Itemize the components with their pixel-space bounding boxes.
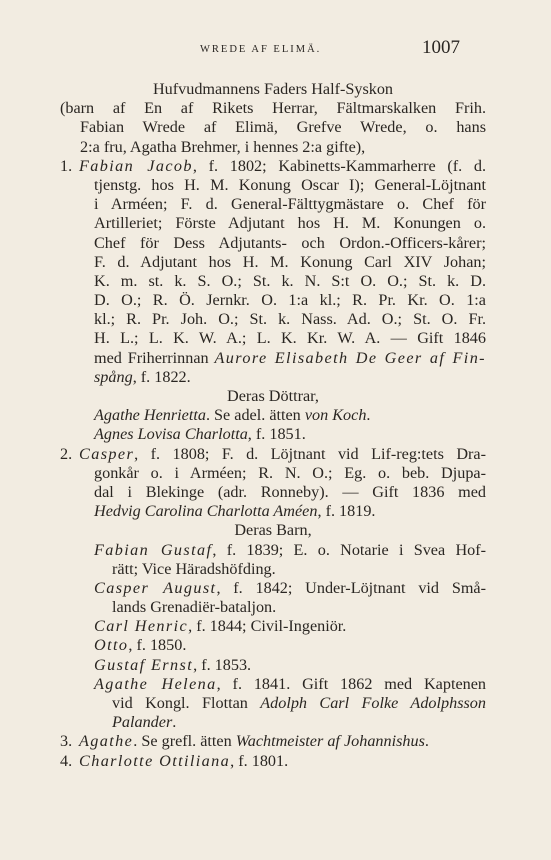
text-line: dal i Blekinge (adr. Ronneby). — Gift 1836 med (94, 482, 486, 501)
text-line (60, 406, 486, 425)
text-line: i Arméen; F. d. General-Fälttygmästare o. Chef för (94, 195, 486, 214)
name-text: Aurore Elisabeth De Geer af Fin- (214, 348, 486, 367)
name-text: Fabian Jacob (79, 156, 193, 175)
text-line (60, 675, 486, 694)
text-line (60, 445, 486, 464)
line-text: , f. 1850. (128, 636, 187, 655)
line-text: . (172, 713, 177, 732)
line-text: , f. 1801. (230, 751, 289, 770)
text-line: kl.; R. Pr. Joh. O.; St. k. Nass. Ad. O.; St. O. Fr. (94, 310, 486, 329)
text-line (60, 349, 486, 368)
name-text: Palander (112, 713, 173, 732)
line-text: , f. 1802; Kabinetts-Kammarherre (f. d. (192, 156, 486, 175)
line-text: . (424, 732, 429, 751)
line-text: , f. 1851. (247, 425, 306, 444)
text-line (60, 368, 486, 387)
line-text: , f. 1819. (317, 502, 376, 521)
text-line (60, 425, 486, 444)
name-text: Wachtmeister af Johannishus (235, 732, 425, 751)
running-head: WREDE AF ELIMÄ. (200, 44, 322, 55)
name-text: Agathe Henrietta (94, 406, 206, 425)
line-text: , f. 1839; E. o. Notarie i Svea Hof- (212, 540, 486, 559)
name-text: Gustaf Ernst (94, 655, 194, 674)
name-text: Agnes Lovisa Charlotta (94, 425, 248, 444)
text-line: Chef för Dess Adjutants- och Ordon.-Officers-kårer; (94, 233, 486, 252)
name-text: Casper August (94, 578, 217, 597)
text-line (60, 579, 486, 598)
name-text: Carl Henric (94, 617, 189, 636)
text-line: tjenstg. hos H. M. Konung Oscar I); General-Löjtnant (94, 175, 486, 194)
text-line: F. d. Adjutant hos H. M. Konung Carl XIV Johan; (94, 252, 486, 271)
entry-number: 1. (60, 156, 73, 175)
entry-number: 2. (60, 444, 73, 463)
text-line: Hufvudmannens Faders Half-Syskon (152, 80, 394, 98)
text-line: (barn af En af Rikets Herrar, Fältmarskalken Frih. (60, 99, 486, 118)
line-text: . Se adel. ätten (205, 406, 305, 425)
line-text: med Friherrinnan (94, 348, 215, 367)
name-text: spång (94, 367, 133, 386)
text-line: rätt; Vice Häradshöfding. (112, 559, 276, 578)
text-line: H. L.; L. K. W. A.; L. K. Kr. W. A. — Gift 1846 (94, 329, 486, 348)
text-line: D. O.; R. Ö. Jernkr. O. 1:a kl.; R. Pr. Kr. O. 1:a (94, 291, 486, 310)
text-line: 2:a fru, Agatha Brehmer, i hennes 2:a gifte), (80, 137, 366, 156)
text-line: lands Grenadiër-bataljon. (112, 598, 277, 617)
text-line (60, 636, 486, 655)
text-line (60, 502, 486, 521)
line-text: , f. 1822. (132, 367, 191, 386)
text-line: K. m. st. k. S. O.; St. k. N. S:t O. O.; St. k. D. (94, 271, 486, 290)
name-text: Hedvig Carolina Charlotta Améen (94, 502, 318, 521)
text-line (60, 713, 486, 732)
page-number: 1007 (422, 37, 460, 58)
name-text: Agathe Helena (94, 674, 217, 693)
text-line: Artilleriet; Förste Adjutant hos H. M. Konungen o. (94, 214, 486, 233)
text-line: Deras Barn, (234, 521, 312, 540)
text-line (60, 157, 486, 176)
text-line (60, 656, 486, 675)
name-text: Otto (94, 636, 129, 655)
text-line: Deras Döttrar, (227, 387, 319, 405)
line-text: . (366, 406, 371, 425)
line-text: . Se grefl. ätten (133, 732, 236, 751)
line-text: , f. 1844; Civil-Ingeniör. (188, 617, 347, 636)
line-text: , f. 1808; F. d. Löjtnant vid Lif-reg:tets Dra- (134, 444, 486, 463)
name-text: von Koch (304, 406, 367, 425)
text-line (60, 752, 486, 771)
genealogy-text (60, 80, 486, 771)
line-text: , f. 1842; Under-Löjtnant vid Små- (216, 578, 486, 597)
entry-number: 4. (60, 751, 73, 770)
line-text: , f. 1853. (193, 655, 252, 674)
name-text: Adolph Carl Folke Adolphsson (260, 694, 486, 712)
page-header (0, 36, 551, 60)
name-text: Charlotte Ottiliana (79, 751, 231, 770)
text-line: Fabian Wrede af Elimä, Grefve Wrede, o. hans (80, 118, 486, 137)
line-text: , f. 1841. Gift 1862 med Kaptenen (216, 674, 486, 693)
name-text: Fabian Gustaf (94, 540, 213, 559)
text-line: gonkår o. i Arméen; R. N. O.; Eg. o. beb. Djupa- (94, 463, 486, 482)
entry-number: 3. (60, 732, 73, 751)
line-text: vid Kongl. Flottan (112, 694, 261, 712)
text-line (60, 541, 486, 560)
text-line (60, 617, 486, 636)
name-text: Agathe (79, 732, 134, 751)
text-line (60, 694, 486, 713)
text-line (60, 732, 486, 751)
name-text: Casper (79, 444, 135, 463)
